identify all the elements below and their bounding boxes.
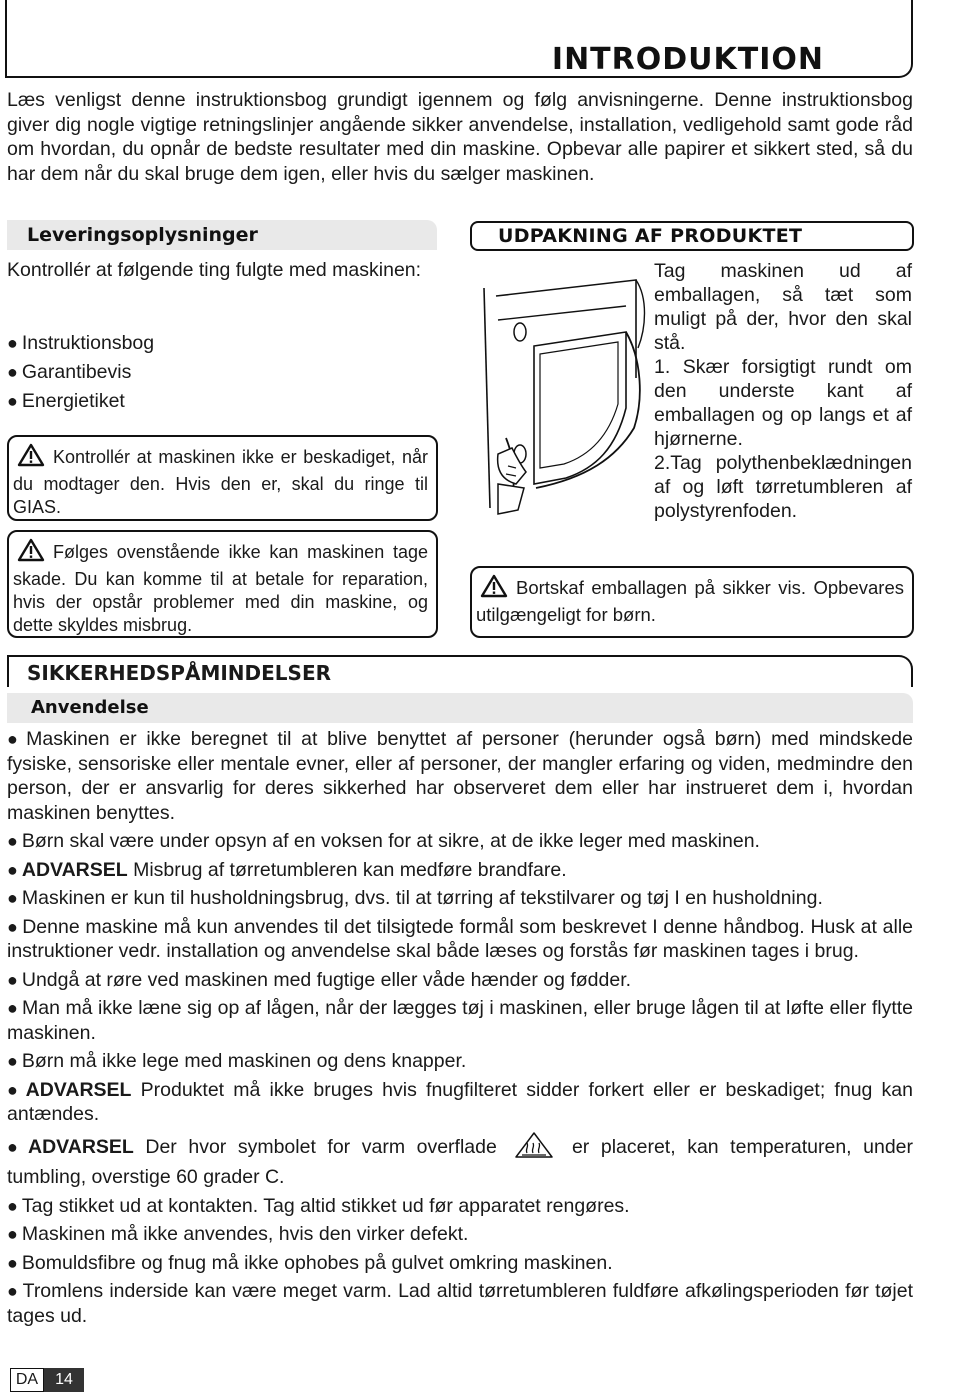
udpakning-step-2: 2.Tag polythenbeklædningen af og løft tørretumbleren af polystyrenfoden. xyxy=(654,452,912,522)
warning-box-packaging: Bortskaf emballagen på sikker vis. Opbevares utilgængeligt for børn. xyxy=(470,566,914,638)
safety-rule: ● Børn skal være under opsyn af en voksen for at sikre, at de ikke leger med maskinen. xyxy=(7,830,760,852)
safety-rule: ● Bomuldsfibre og fnug må ikke ophobes på gulvet omkring maskinen. xyxy=(7,1251,613,1274)
udpakning-text xyxy=(654,259,912,523)
safety-rule: ● ADVARSEL Misbrug af tørretumbleren kan medføre brandfare. xyxy=(7,858,567,881)
section-heading-safety: SIKKERHEDSPÅMINDELSER xyxy=(7,655,913,687)
safety-rule: ● Maskinen er ikke beregnet til at blive benyttet af personer (herunder også børn) med mindskede fysiske, sensoriske eller mentale evner, eller af personer, der mangler erfaring og viden, medmindre den person, der er ansvarlig for deres sikkerhed har observeret dem eller har instrueret dem i, hvordan maskinen benyttes. xyxy=(7,728,913,824)
warning-triangle-icon xyxy=(17,443,45,473)
warning-triangle-icon xyxy=(17,538,45,568)
safety-rule: ● Maskinen er kun til husholdningsbrug, dvs. til at tørring af tekstilvarer og tøj I en husholdning. xyxy=(7,887,823,909)
safety-rules xyxy=(7,727,913,1332)
safety-rule: ● ADVARSEL Produktet må ikke bruges hvis fnugfilteret sidder forkert eller er beskadiget; fnug kan antændes. xyxy=(7,1078,913,1125)
safety-rule: ● Børn må ikke lege med maskinen og dens knapper. xyxy=(7,1050,467,1072)
section-heading-udpakning: UDPAKNING AF PRODUKTET xyxy=(470,221,914,251)
safety-rule: ● Man må ikke læne sig op af lågen, når der lægges tøj i maskinen, eller bruge lågen til at løfte eller flytte maskinen. xyxy=(7,997,914,1044)
safety-rule: ● ADVARSEL Der hvor symbolet for varm overflade er placeret, kan temperaturen, under tumbling, overstige 60 grader C. xyxy=(7,1131,913,1190)
udpakning-step-1: 1. Skær forsigtigt rundt om den underste kant af emballagen og op langs et af hjørnerne. xyxy=(654,356,912,450)
warning-box-misuse: Følges ovenstående ikke kan maskinen tage skade. Du kan komme til at betale for reparation, hvis der opstår problemer med din maskine, og dette skyldes misbrug. xyxy=(7,530,438,638)
list-item: ● Energietiket xyxy=(7,390,125,412)
hot-surface-icon xyxy=(514,1131,554,1166)
safety-rule: ● Denne maskine må kun anvendes til det tilsigtede formål som beskrevet I denne håndbog. Husk at alle instruktioner vedr. installation og anvendelse skal både læses og forstås før maskinen tages i brug. xyxy=(7,915,913,962)
warning-box-damage: Kontrollér at maskinen ikke er beskadiget, når du modtager den. Hvis den er, skal du ringe til GIAS. xyxy=(7,435,438,521)
section-heading-levering: Leveringsoplysninger xyxy=(7,220,437,250)
levering-list xyxy=(7,329,154,416)
safety-rule: ● Undgå at røre ved maskinen med fugtige eller våde hænder og fødder. xyxy=(7,968,632,991)
list-item: ● Garantibevis xyxy=(7,361,132,383)
subheading-anvendelse: Anvendelse xyxy=(7,693,913,723)
page-title: INTRODUKTION xyxy=(551,42,824,77)
levering-text: Kontrollér at følgende ting fulgte med maskinen: xyxy=(7,259,422,281)
intro-paragraph: Læs venligst denne instruktionsbog grundigt igennem og følg anvisningerne. Denne instruktionsbog giver dig nogle vigtige retningslinjer angående sikker anvendelse, installation, vedligehold samt gode råd om hvordan, du opnår de bedste resultater med din maskine. Opbevar alle papirer et sikkert sted, så du har dem når du skal bruge dem igen, eller hvis du sælger maskinen. xyxy=(7,89,913,185)
safety-rule: ● Maskinen må ikke anvendes, hvis den virker defekt. xyxy=(7,1223,469,1245)
udpakning-step-intro: Tag maskinen ud af emballagen, så tæt som muligt på der, hvor den skal stå. xyxy=(654,260,912,354)
safety-rule: ● Tromlens inderside kan være meget varm. Lad altid tørretumbleren fuldføre afkølingsperioden før tøjet tages ud. xyxy=(7,1280,913,1327)
footer-language: DA xyxy=(10,1368,44,1392)
unpacking-illustration xyxy=(476,258,648,520)
warning-triangle-icon xyxy=(480,574,508,603)
list-item: ● Instruktionsbog xyxy=(7,332,155,354)
safety-rule: ● Tag stikket ud at kontakten. Tag altid stikket ud før apparatet rengøres. xyxy=(7,1194,630,1217)
page-number: 14 xyxy=(44,1368,84,1392)
